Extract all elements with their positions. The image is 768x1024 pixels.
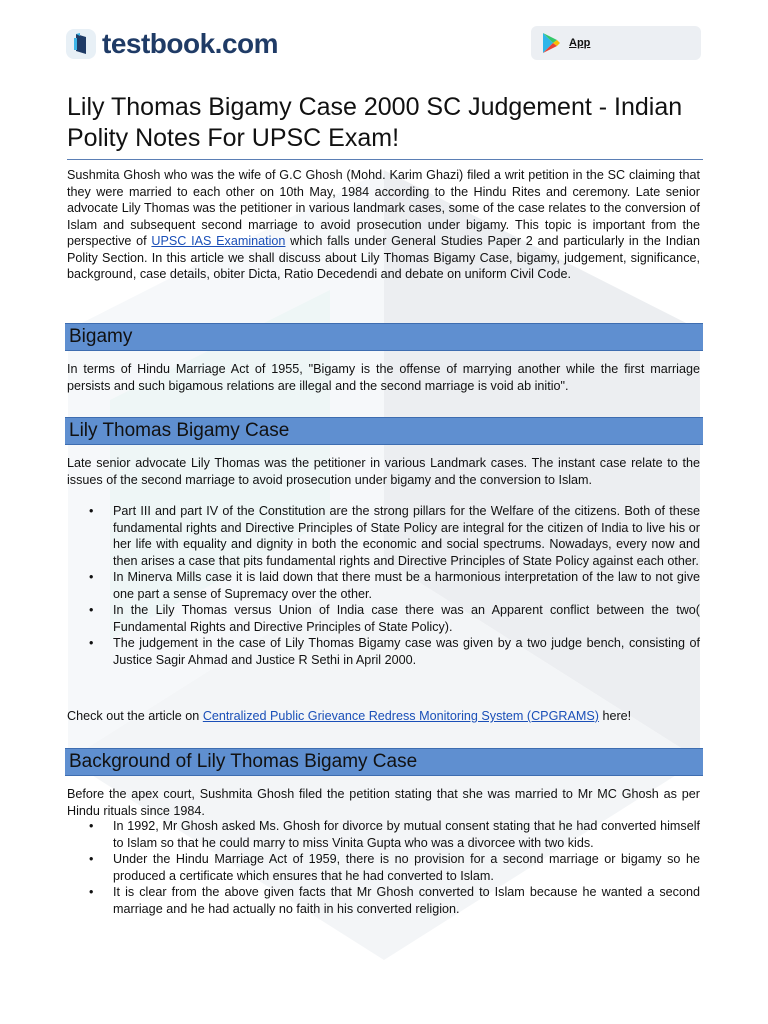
list-item bbox=[67, 851, 700, 884]
checkout-text-start: Check out the article on bbox=[67, 709, 203, 723]
list-item bbox=[67, 635, 700, 668]
list-item-text: In the Lily Thomas versus Union of India case there was an Apparent conflict between the two( Fundamental Rights and Directive Principles of State Policy). bbox=[113, 603, 700, 634]
list-item bbox=[67, 818, 700, 851]
list-item-text: In Minerva Mills case it is laid down that there must be a harmonious interpretation of the law to not give one part a sense of Supremacy over the other. bbox=[113, 570, 700, 601]
list-item bbox=[67, 503, 700, 569]
background-intro: Before the apex court, Sushmita Ghosh filed the petition stating that she was married to Mr MC Ghosh as per Hindu rituals since 1984. bbox=[67, 787, 700, 818]
section-heading-background bbox=[65, 748, 703, 776]
list-item-text: Under the Hindu Marriage Act of 1959, there is no provision for a second marriage or bigamy so he produced a certificate which ensures that he had converted to Islam. bbox=[113, 852, 700, 883]
list-item-text: It is clear from the above given facts that Mr Ghosh converted to Islam because he wanted a second marriage and he had actually no faith in his converted religion. bbox=[113, 885, 700, 916]
list-item-text: Part III and part IV of the Constitution are the strong pillars for the Welfare of the citizens. Both of these fundamental rights and Directive Principles of State Policy are integral for the citizen of India to live his or her life with equality and dignity in both the economic and social spectrums. Nowadays, every now and then arises a case that pits fundamental rights and Directive Principles of State Policy against each other. bbox=[113, 504, 700, 568]
bullet-dot: • bbox=[89, 636, 94, 650]
section-heading-text: Bigamy bbox=[69, 326, 133, 347]
background-bullet-list bbox=[67, 818, 700, 917]
cpgrams-checkout-line bbox=[67, 708, 700, 725]
app-download-button[interactable] bbox=[531, 26, 701, 60]
page-title: Lily Thomas Bigamy Case 2000 SC Judgement - Indian Polity Notes For UPSC Exam! bbox=[67, 93, 683, 152]
bullet-dot: • bbox=[89, 504, 94, 518]
bullet-dot: • bbox=[89, 885, 94, 899]
cpgrams-article-link[interactable]: Centralized Public Grievance Redress Monitoring System (CPGRAMS) bbox=[202, 709, 599, 723]
intro-text-start: Sushmita Ghosh who was the wife of G.C Ghosh (Mohd. Karim Ghazi) filed a writ petition in the SC claiming that they were married to each other on 10th May, 1984 according to the Hindu Rites and ceremony. Late senior advocate Lily Thomas was the petitioner in various landmark cases, some of the case relates to the conversion of Islam and subsequent second marriage to avoid prosecution under bigamy. This topic is important from the perspective of bbox=[67, 168, 700, 248]
testbook-logo-icon[interactable] bbox=[66, 29, 96, 59]
checkout-text-end: here! bbox=[598, 709, 632, 723]
bullet-dot: • bbox=[89, 819, 94, 833]
upsc-ias-exam-link[interactable]: UPSC IAS Examination bbox=[151, 234, 286, 248]
section-heading-text: Background of Lily Thomas Bigamy Case bbox=[69, 751, 418, 772]
site-header bbox=[66, 26, 278, 62]
lily-thomas-bullet-list bbox=[67, 503, 700, 668]
site-logo-text[interactable]: testbook.com bbox=[102, 28, 279, 59]
list-item bbox=[67, 602, 700, 635]
title-divider bbox=[67, 159, 703, 160]
list-item-text: The judgement in the case of Lily Thomas Bigamy case was given by a two judge bench, consisting of Justice Sagir Ahmad and Justice R Sethi in April 2000. bbox=[113, 636, 700, 667]
list-item bbox=[67, 884, 700, 917]
intro-text-end: which falls under General Studies Paper 2 and particularly in the Indian Polity Section. In this article we shall discuss about Lily Thomas Bigamy Case, bigamy, judgement, significance, background, case details, obiter Dicta, Ratio Decedendi and debate on uniform Civil Code. bbox=[67, 234, 700, 281]
lily-thomas-intro: Late senior advocate Lily Thomas was the petitioner in various Landmark cases. The instant case relate to the issues of the second marriage to avoid prosecution under bigamy and the conversion to Islam. bbox=[67, 456, 700, 487]
section-heading-lily-thomas-case bbox=[65, 417, 703, 445]
list-item bbox=[67, 569, 700, 602]
bullet-dot: • bbox=[89, 852, 94, 866]
section-heading-text: Lily Thomas Bigamy Case bbox=[69, 420, 290, 441]
bigamy-definition: In terms of Hindu Marriage Act of 1955, "Bigamy is the offense of marrying another while the first marriage persists and such bigamous relations are illegal and the second marriage is void ab initio". bbox=[67, 362, 700, 393]
bullet-dot: • bbox=[89, 570, 94, 584]
list-item-text: In 1992, Mr Ghosh asked Ms. Ghosh for divorce by mutual consent stating that he had converted himself to Islam so that he could marry to miss Vinita Gupta who was a divorcee with two kids. bbox=[113, 819, 700, 850]
app-button-label: App bbox=[569, 37, 591, 49]
bullet-dot: • bbox=[89, 603, 94, 617]
section-heading-bigamy bbox=[65, 323, 703, 351]
google-play-icon bbox=[541, 32, 561, 54]
intro-paragraph bbox=[67, 167, 700, 283]
